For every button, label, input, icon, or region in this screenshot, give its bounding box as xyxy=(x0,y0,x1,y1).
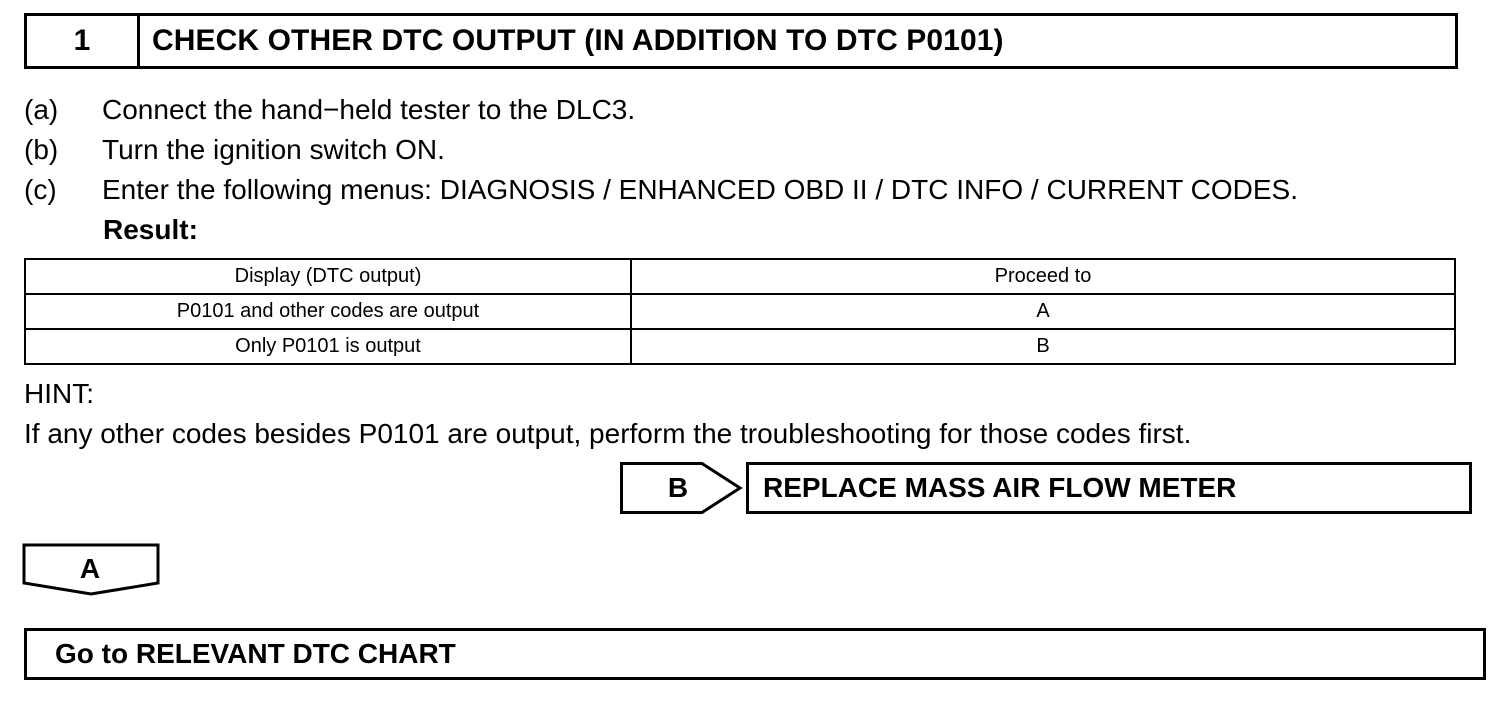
instruction-c xyxy=(24,170,1298,210)
instruction-label: (c) xyxy=(24,174,57,205)
table-cell: B xyxy=(631,329,1455,364)
instruction-text: Turn the ignition switch ON. xyxy=(102,134,445,165)
branch-a-action xyxy=(24,628,1486,680)
hint-label: HINT: xyxy=(24,378,94,409)
instruction-label: (b) xyxy=(24,134,59,165)
hint-text: If any other codes besides P0101 are output, perform the troubleshooting for those codes first. xyxy=(24,418,1192,449)
table-cell: A xyxy=(631,294,1455,329)
step-title: CHECK OTHER DTC OUTPUT (IN ADDITION TO DTC P0101) xyxy=(152,24,1004,57)
table-row xyxy=(25,294,1455,329)
branch-a-action-text: Go to RELEVANT DTC CHART xyxy=(55,638,456,669)
table-cell: Only P0101 is output xyxy=(25,329,631,364)
instruction-label: (a) xyxy=(24,94,59,125)
branch-b-action xyxy=(746,462,1472,514)
branch-a-label: A xyxy=(79,553,101,584)
result-label: Result: xyxy=(103,214,198,245)
result-table xyxy=(24,258,1456,365)
table-header-row xyxy=(25,259,1455,294)
table-header-cell: Display (DTC output) xyxy=(25,259,631,294)
table-header-cell: Proceed to xyxy=(631,259,1455,294)
instruction-b xyxy=(24,130,445,170)
step-number: 1 xyxy=(27,16,140,66)
branch-b-label: B xyxy=(667,472,689,503)
instruction-a xyxy=(24,90,635,130)
branch-b-action-text: REPLACE MASS AIR FLOW METER xyxy=(763,472,1237,503)
table-cell: P0101 and other codes are output xyxy=(25,294,631,329)
step-header xyxy=(24,13,1458,69)
table-row xyxy=(25,329,1455,364)
instruction-text: Connect the hand−held tester to the DLC3. xyxy=(102,94,636,125)
instruction-text: Enter the following menus: DIAGNOSIS / ENHANCED OBD II / DTC INFO / CURRENT CODES. xyxy=(102,174,1298,205)
